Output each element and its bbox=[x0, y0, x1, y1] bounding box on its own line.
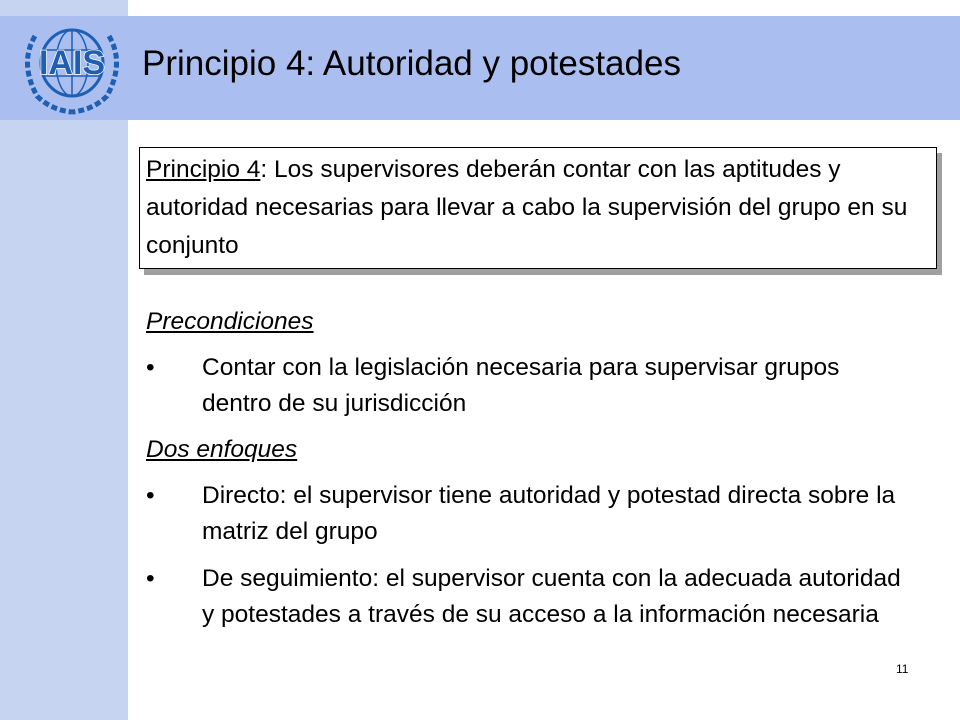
logo-text: IAIS bbox=[38, 44, 106, 82]
principle-text: : Los supervisores deberán contar con las aptitudes y autoridad necesarias para llevar a cabo la supervisión del grupo en su conjunto bbox=[146, 156, 908, 259]
bullet-text: De seguimiento: el supervisor cuenta con la adecuada autoridad y potestades a través de su acceso a la información necesaria bbox=[202, 565, 901, 628]
bullet-item bbox=[146, 561, 906, 633]
iais-logo bbox=[11, 8, 133, 118]
page-number: 11 bbox=[896, 662, 909, 676]
section-heading-precondiciones: Precondiciones bbox=[146, 308, 314, 335]
section-heading-dos-enfoques: Dos enfoques bbox=[146, 436, 298, 463]
bullet-item bbox=[146, 350, 906, 422]
bullet-glyph: • bbox=[146, 482, 155, 509]
bullet-text: Directo: el supervisor tiene autoridad y potestad directa sobre la matriz del grupo bbox=[202, 482, 896, 545]
bullet-glyph: • bbox=[146, 565, 155, 592]
bullet-item bbox=[146, 478, 906, 550]
slide-title: Principio 4: Autoridad y potestades bbox=[142, 44, 681, 83]
bullet-text: Contar con la legislación necesaria para supervisar grupos dentro de su jurisdicción bbox=[202, 354, 840, 417]
principle-callout-box bbox=[139, 147, 937, 269]
principle-label: Principio 4 bbox=[146, 156, 261, 183]
bullet-glyph: • bbox=[146, 354, 155, 381]
